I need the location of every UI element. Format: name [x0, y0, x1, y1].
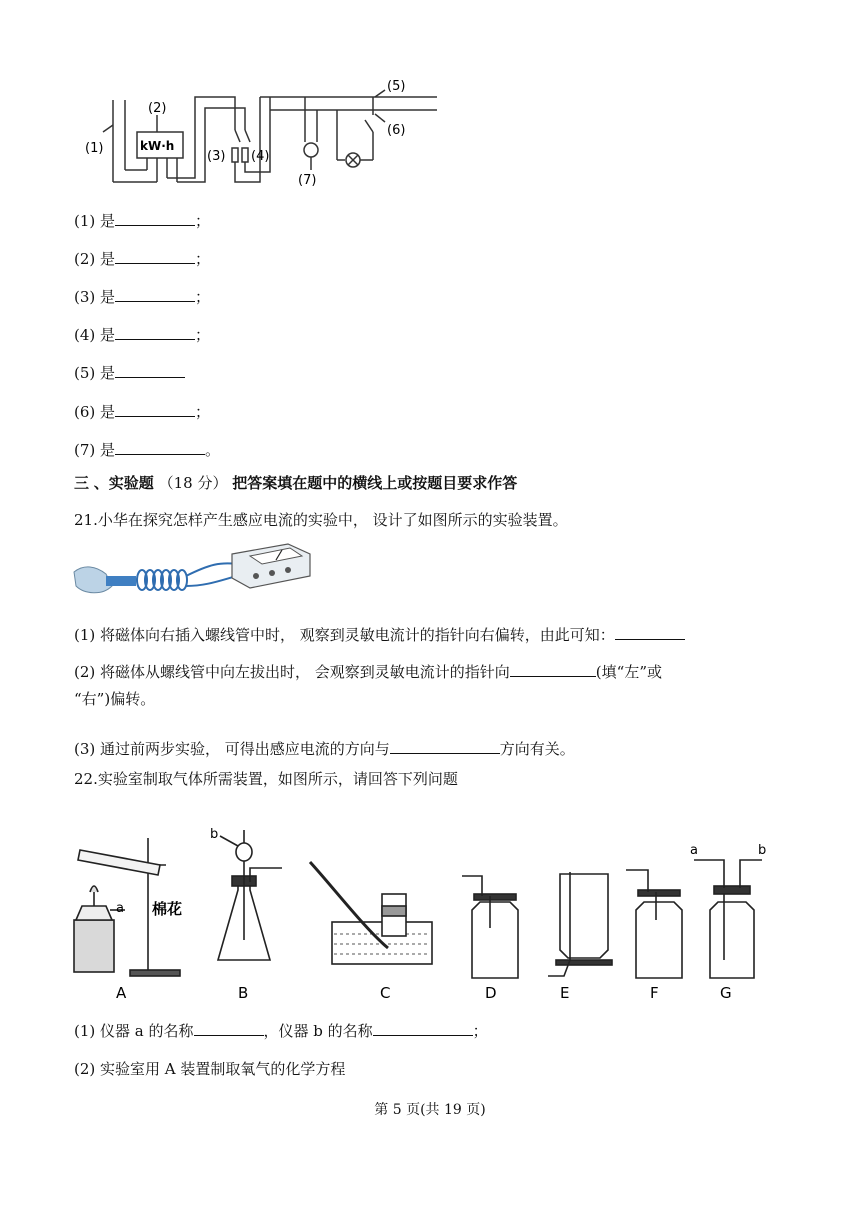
apparatus-label-E: E: [560, 984, 570, 1002]
q21-part2-cont: “右”)偏转。: [74, 690, 156, 708]
apparatus-label-F: F: [650, 984, 659, 1002]
answer-blank[interactable]: [115, 363, 185, 378]
answer-blank[interactable]: [510, 662, 596, 677]
circuit-item-5: (5) 是: [74, 362, 185, 383]
section-instruction: 把答案填在题中的横线上或按题目要求作答: [232, 474, 518, 492]
section-title: 、实验题: [93, 474, 154, 492]
circuit-item-2: (2) 是 ；: [74, 250, 211, 268]
answer-blank[interactable]: [115, 287, 195, 302]
answer-blank[interactable]: [615, 625, 685, 640]
label-a-instrument: a: [116, 901, 124, 916]
cotton-label: 棉花: [152, 900, 183, 918]
circuit-item-3: (3) 是 ；: [74, 288, 211, 306]
section-score: （18 分）: [158, 474, 228, 492]
answer-blank[interactable]: [115, 325, 195, 340]
answer-blank[interactable]: [373, 1021, 473, 1036]
circuit-item-6: (6) 是 ；: [74, 403, 211, 421]
q22-stem: 22.实验室制取气体所需装置，如图所示，请回答下列问题: [74, 770, 458, 788]
circuit-label-6: (6): [387, 123, 406, 138]
answer-blank[interactable]: [115, 440, 205, 455]
induction-figure: [70, 534, 340, 606]
circuit-label-1: (1): [85, 141, 104, 156]
apparatus-label-C: C: [380, 984, 391, 1002]
q21-stem: 21.小华在探究怎样产生感应电流的实验中， 设计了如图所示的实验装置。: [74, 511, 568, 529]
q22-part1: (1) 仪器 a 的名称 ，仪器 b 的名称 ；: [74, 1022, 488, 1040]
answer-blank[interactable]: [115, 249, 195, 264]
q22-part2: (2) 实验室用 A 装置制取氧气的化学方程: [74, 1060, 346, 1078]
circuit-item-7: (7) 是 。: [74, 441, 221, 459]
q21-part2: (2) 将磁体从螺线管中向左拔出时， 会观察到灵敏电流计的指针向 (填“左”或: [74, 663, 662, 681]
q21-part1: (1) 将磁体向右插入螺线管中时， 观察到灵敏电流计的指针向右偏转，由此可知：: [74, 624, 685, 645]
circuit-item-4: (4) 是 ；: [74, 326, 211, 344]
circuit-label-5: (5): [387, 79, 406, 94]
apparatus-figure: [70, 810, 766, 1005]
circuit-label-7: (7): [298, 173, 317, 188]
apparatus-label-A: A: [116, 984, 127, 1002]
label-a-bottle: a: [690, 843, 698, 858]
answer-blank[interactable]: [115, 402, 195, 417]
circuit-figure: [85, 70, 440, 195]
circuit-item-1: (1) 是 ；: [74, 212, 211, 230]
apparatus-label-B: B: [238, 984, 249, 1002]
q21-part3: (3) 通过前两步实验， 可得出感应电流的方向与 方向有关。: [74, 740, 575, 758]
section-number: 三: [74, 474, 90, 492]
apparatus-label-D: D: [485, 984, 497, 1002]
section-heading: [74, 472, 517, 493]
label-b-instrument: b: [210, 827, 219, 842]
label-b-bottle: b: [758, 843, 766, 858]
apparatus-label-G: G: [720, 984, 732, 1002]
answer-blank[interactable]: [115, 211, 195, 226]
circuit-label-4: (4): [251, 149, 270, 164]
circuit-label-2: (2): [148, 101, 167, 116]
meter-text: kW·h: [140, 139, 175, 153]
page-footer: 第 5 页(共 19 页): [374, 1102, 486, 1118]
answer-blank[interactable]: [194, 1021, 264, 1036]
answer-blank[interactable]: [390, 739, 500, 754]
circuit-label-3: (3): [207, 149, 226, 164]
